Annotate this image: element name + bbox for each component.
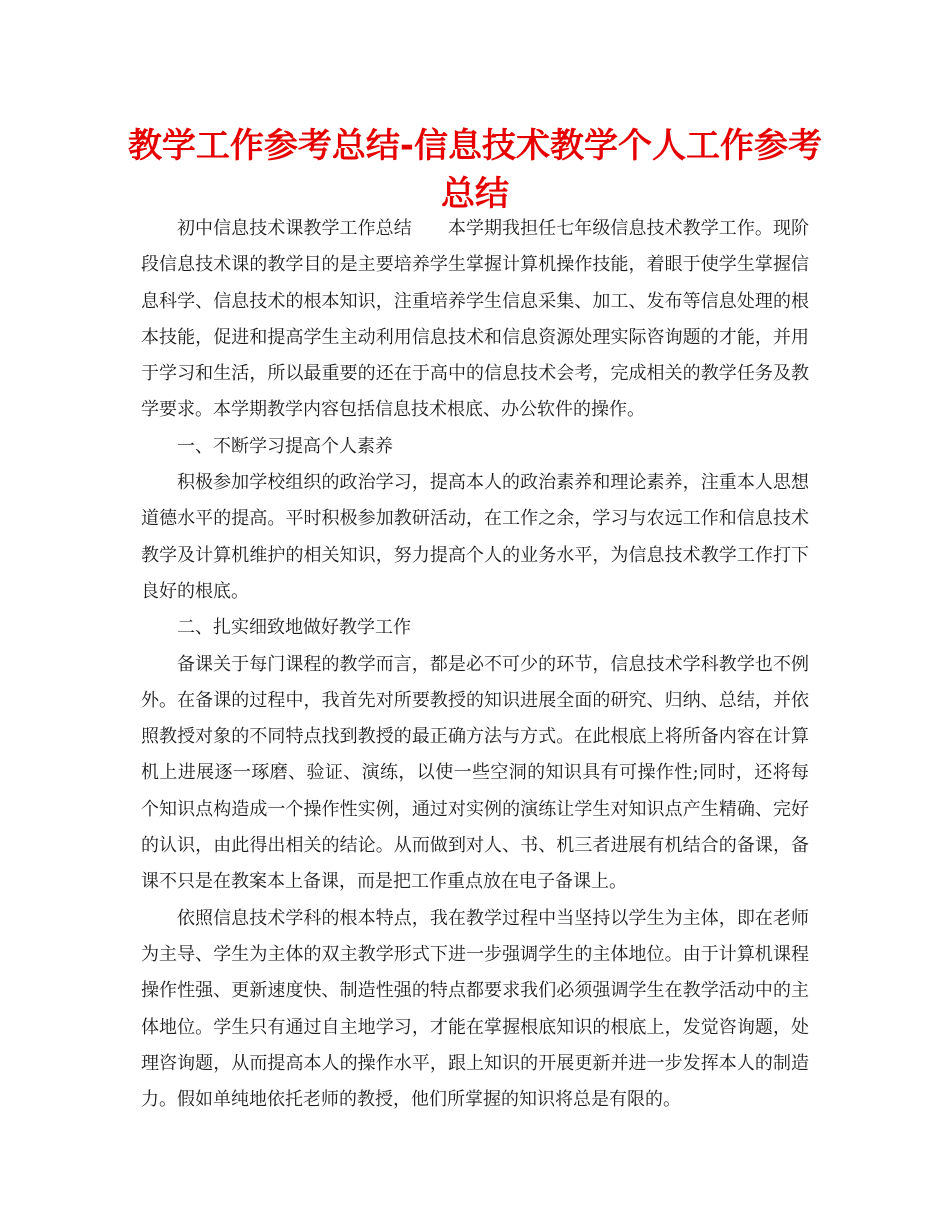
paragraph-section-2a: 备课关于每门课程的教学而言，都是必不可少的环节，信息技术学科教学也不例外。在备课的过程中，我首先对所要教授的知识进展全面的研究、归纳、总结，并依照教授对象的不同特点找到教授的最正确方法与方式。在此根底上将所备内容在计算机上进展逐一琢磨、验证、演练，以使一些空洞的知识具有可操作性;同时，还将每个知识点构造成一个操作性实例，通过对实例的演练让学生对知识点产生精确、完好的认识，由此得出相关的结论。从而做到对人、书、机三者进展有机结合的备课，备课不只是在教案本上备课，而是把工作重点放在电子备课上。: [141, 653, 809, 893]
section-heading-1: 一、不断学习提高个人素养: [177, 435, 393, 457]
paragraph-section-2b: 依照信息技术学科的根本特点，我在教学过程中当坚持以学生为主体，即在老师为主导、学生为主体的双主教学形式下进一步强调学生的主体地位。由于计算机课程操作性强、更新速度快、制造性强的特点都要求我们必须强调学生在教学活动中的主体地位。学生只有通过自主地学习，才能在掌握根底知识的根底上，发觉咨询题，处理咨询题，从而提高本人的操作水平，跟上知识的开展更新并进一步发挥本人的制造力。假如单纯地依托老师的教授，他们所掌握的知识将总是有限的。: [141, 907, 809, 1111]
document-body: [141, 211, 809, 1118]
document-title: 教学工作参考总结-信息技术教学个人工作参考总结: [127, 126, 823, 214]
paragraph-section-1: 积极参加学校组织的政治学习，提高本人的政治素养和理论素养，注重本人思想道德水平的提高。平时积极参加教研活动，在工作之余，学习与农远工作和信息技术教学及计算机维护的相关知识，努力提高个人的业务水平，为信息技术教学工作打下良好的根底。: [141, 472, 809, 602]
paragraph-intro: 初中信息技术课教学工作总结 本学期我担任七年级信息技术教学工作。现阶段信息技术课的教学目的是主要培养学生掌握计算机操作技能，着眼于使学生掌握信息科学、信息技术的根本知识，注重培养学生信息采集、加工、发布等信息处理的根本技能，促进和提高学生主动利用信息技术和信息资源处理实际咨询题的才能，并用于学习和生活，所以最重要的还在于高中的信息技术会考，完成相关的教学任务及教学要求。本学期教学内容包括信息技术根底、办公软件的操作。: [141, 218, 809, 421]
section-heading-2: 二、扎实细致地做好教学工作: [177, 617, 411, 639]
